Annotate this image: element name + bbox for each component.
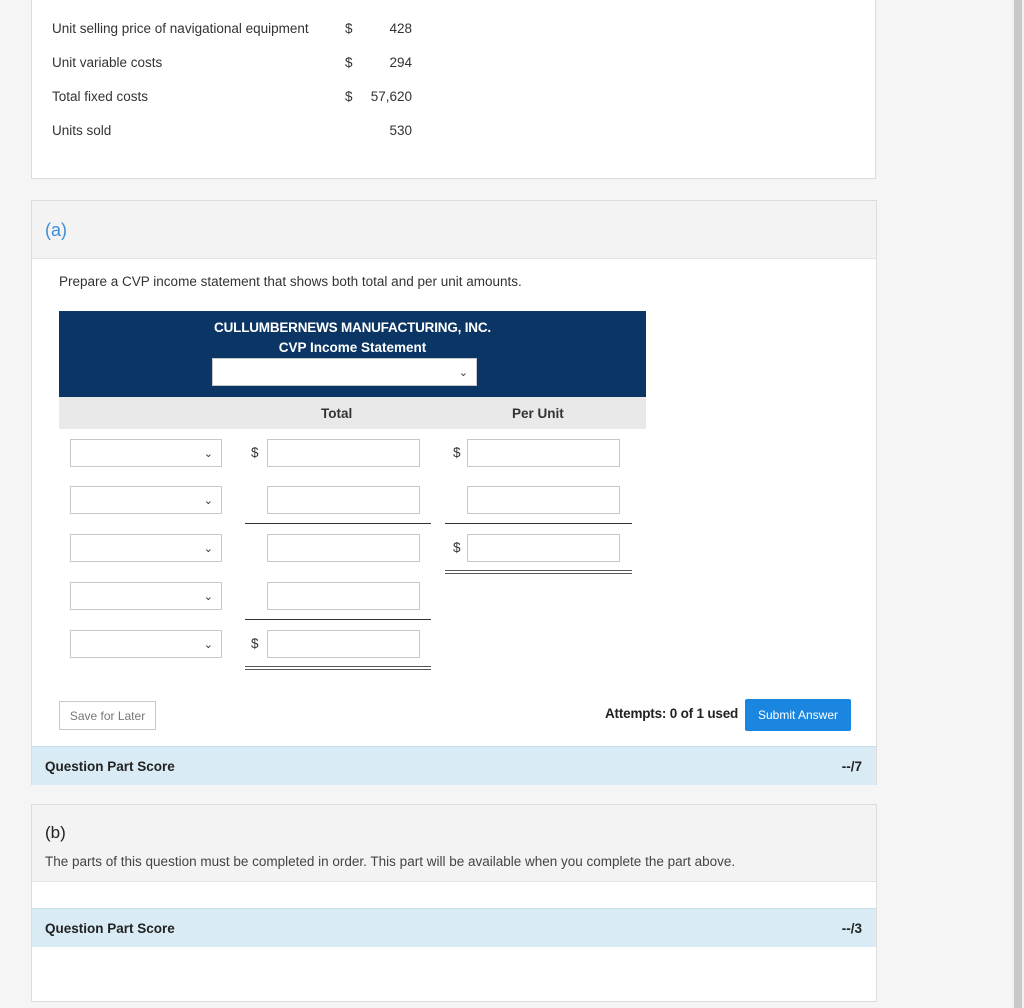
- attempts-counter: Attempts: 0 of 1 used: [605, 706, 739, 721]
- part-b-card: [31, 804, 877, 1002]
- chevron-down-icon: ⌄: [203, 543, 213, 555]
- score-value: --/3: [841, 921, 862, 936]
- per-unit-dollar-sign: $: [453, 540, 461, 555]
- per-unit-input-1[interactable]: [467, 439, 620, 467]
- subtotal-rule-total: [245, 523, 431, 524]
- given-label-fixed-costs: Total fixed costs: [52, 89, 149, 104]
- line-item-select-1[interactable]: [70, 439, 222, 467]
- given-label-variable-costs: Unit variable costs: [52, 55, 163, 70]
- total-input-5[interactable]: [267, 630, 420, 658]
- given-dollar-sign: $: [345, 89, 353, 104]
- per-unit-dollar-sign: $: [453, 445, 461, 460]
- company-name: CULLUMBERNEWS MANUFACTURING, INC.: [214, 320, 491, 335]
- given-dollar-sign: $: [345, 55, 353, 70]
- line-item-select-3[interactable]: [70, 534, 222, 562]
- part-b-note: The parts of this question must be completed in order. This part will be available when you complete the part above.: [45, 854, 736, 869]
- subtotal-rule-per-unit: [445, 523, 632, 524]
- save-for-later-button[interactable]: Save for Later: [59, 701, 156, 730]
- total-dollar-sign: $: [251, 636, 259, 651]
- line-item-select-2[interactable]: [70, 486, 222, 514]
- column-per-unit-header: Per Unit: [512, 406, 564, 421]
- chevron-down-icon: ⌄: [458, 367, 468, 379]
- chevron-down-icon: ⌄: [203, 591, 213, 603]
- part-a-instruction: Prepare a CVP income statement that shows both total and per unit amounts.: [59, 274, 522, 289]
- given-label-units-sold: Units sold: [52, 123, 112, 138]
- submit-answer-button[interactable]: Submit Answer: [745, 699, 851, 731]
- question-part-score-bar: [32, 746, 876, 785]
- score-label: Question Part Score: [45, 759, 175, 774]
- double-rule-per-unit: [445, 570, 632, 574]
- column-total-header: Total: [321, 406, 353, 421]
- given-value-fixed-costs: 57,620: [370, 89, 412, 104]
- chevron-down-icon: ⌄: [203, 495, 213, 507]
- subtotal-rule-total: [245, 619, 431, 620]
- part-b-letter: (b): [45, 823, 66, 842]
- part-a-letter: (a): [45, 220, 67, 240]
- given-value-variable-costs: 294: [389, 55, 412, 70]
- line-item-select-4[interactable]: [70, 582, 222, 610]
- part-a-header: [32, 201, 876, 259]
- total-input-4[interactable]: [267, 582, 420, 610]
- part-b-header: [32, 805, 876, 882]
- column-header-row: [59, 397, 646, 429]
- given-data-card: [31, 0, 876, 179]
- question-part-score-bar: [32, 908, 876, 947]
- line-item-select-5[interactable]: [70, 630, 222, 658]
- score-label: Question Part Score: [45, 921, 175, 936]
- given-dollar-sign: $: [345, 21, 353, 36]
- per-unit-input-3[interactable]: [467, 534, 620, 562]
- period-select[interactable]: [212, 358, 477, 386]
- chevron-down-icon: ⌄: [203, 448, 213, 460]
- statement-header: [59, 311, 646, 397]
- scrollbar-thumb[interactable]: [1014, 0, 1022, 1008]
- statement-title: CVP Income Statement: [278, 340, 427, 355]
- part-a-card: [31, 200, 877, 785]
- given-label-selling-price: Unit selling price of navigational equipment: [52, 21, 309, 36]
- total-input-2[interactable]: [267, 486, 420, 514]
- given-value-selling-price: 428: [389, 21, 412, 36]
- total-input-3[interactable]: [267, 534, 420, 562]
- chevron-down-icon: ⌄: [203, 639, 213, 651]
- total-input-1[interactable]: [267, 439, 420, 467]
- given-value-units-sold: 530: [389, 123, 412, 138]
- score-value: --/7: [841, 759, 862, 774]
- total-dollar-sign: $: [251, 445, 259, 460]
- per-unit-input-2[interactable]: [467, 486, 620, 514]
- double-rule-total: [245, 666, 431, 670]
